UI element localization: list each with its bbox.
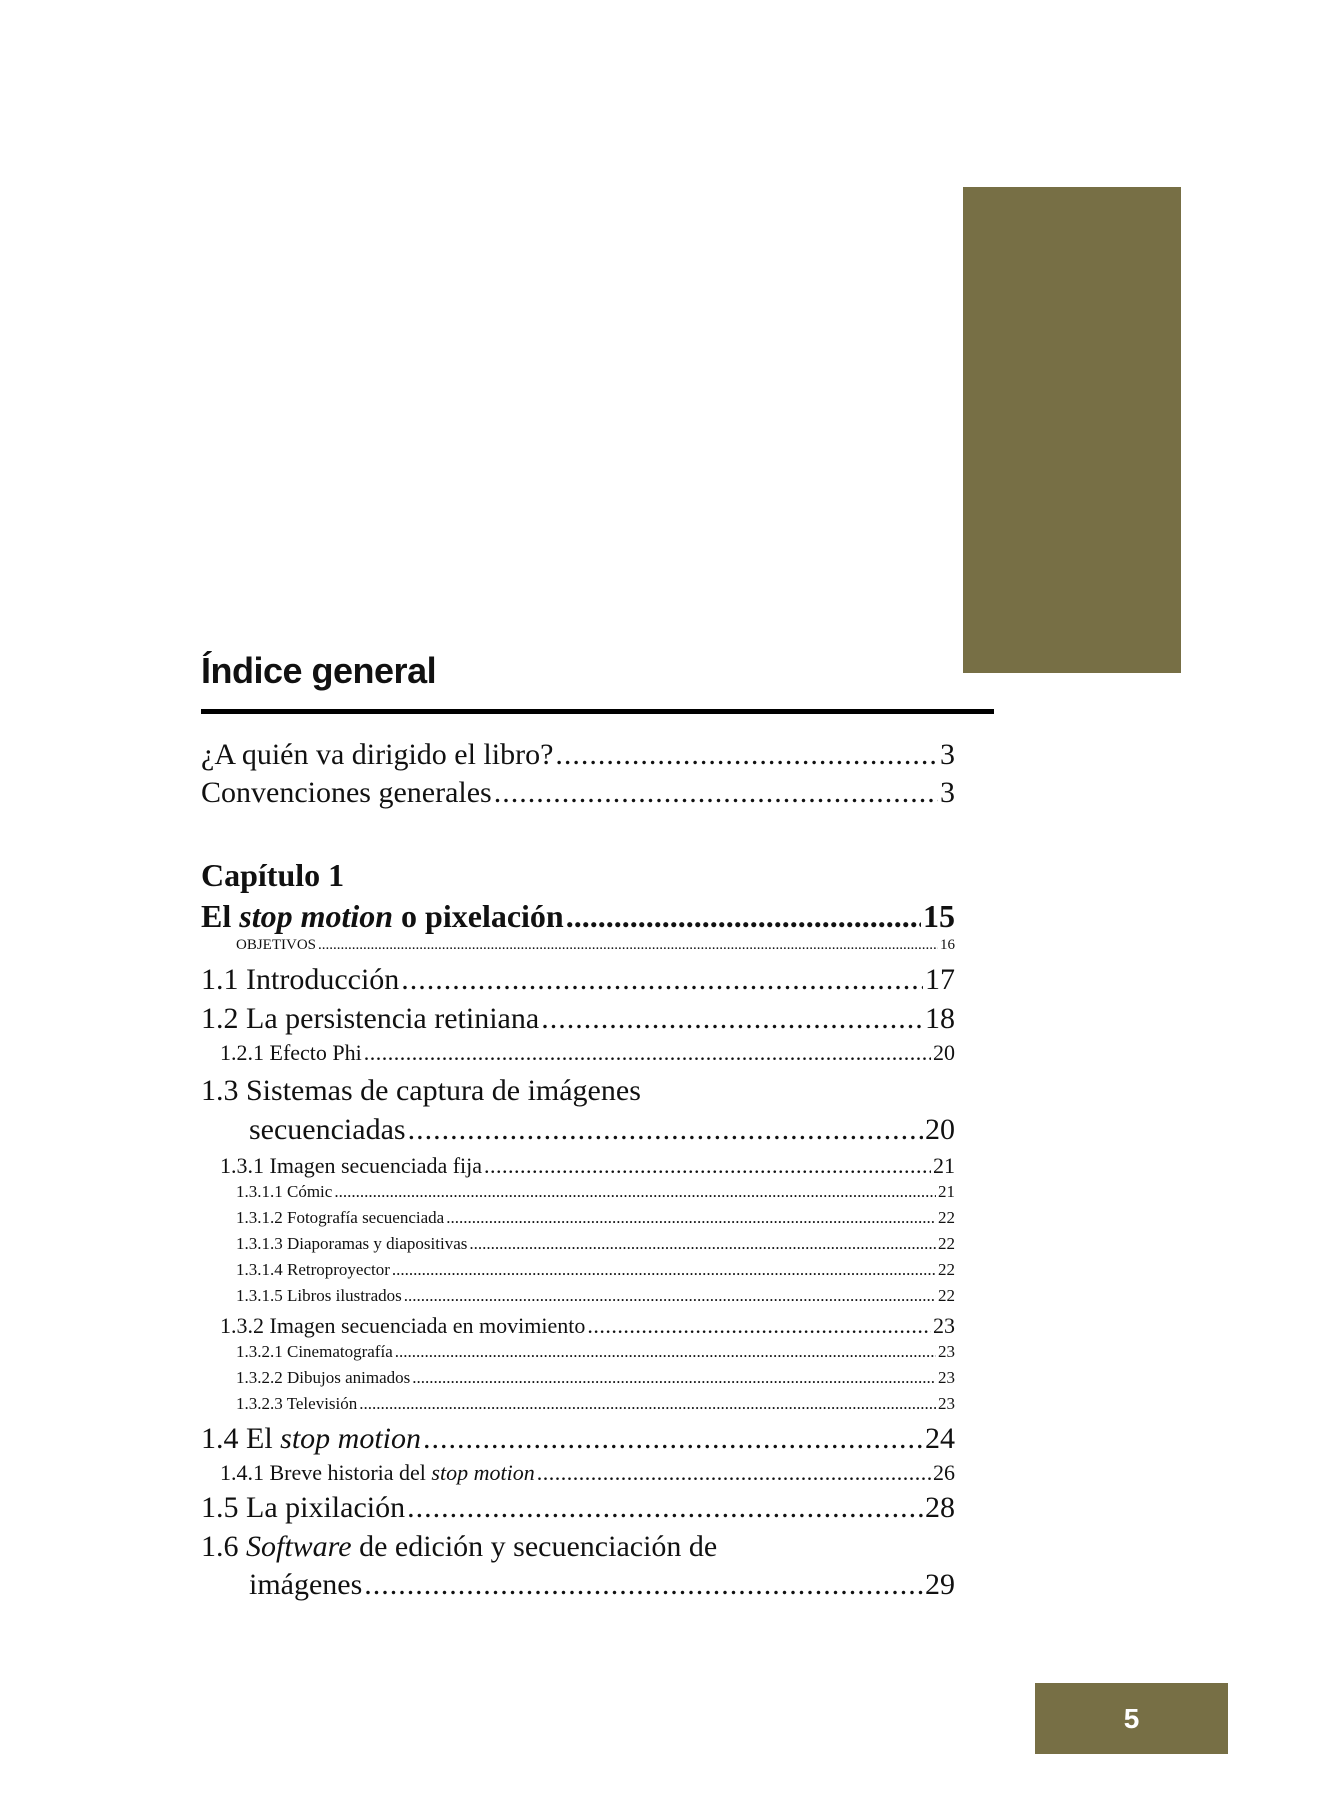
toc-entry-title: 1.1 Introducción bbox=[201, 963, 400, 996]
dot-leader bbox=[359, 1394, 936, 1414]
dot-leader bbox=[541, 1002, 923, 1036]
dot-leader bbox=[555, 738, 938, 772]
toc-entry-1-2-1[interactable] bbox=[220, 1040, 955, 1066]
toc-entry-page: 16 bbox=[940, 937, 955, 953]
page-title: Índice general bbox=[201, 650, 437, 691]
toc-entry-1-3-1-5[interactable] bbox=[236, 1286, 955, 1306]
dot-leader bbox=[404, 1286, 936, 1306]
toc-entry-title: 1.3.1.2 Fotografía secuenciada bbox=[236, 1208, 445, 1227]
toc-entry-title: 1.3.2.1 Cinematografía bbox=[236, 1342, 393, 1361]
dot-leader bbox=[566, 898, 921, 935]
toc-entry-page: 21 bbox=[933, 1153, 955, 1178]
toc-entry-page: 29 bbox=[925, 1568, 955, 1601]
toc-entry-page: 22 bbox=[938, 1260, 955, 1279]
toc-entry-1-3-1-2[interactable] bbox=[236, 1208, 955, 1228]
toc-entry-title: secuenciadas bbox=[249, 1113, 406, 1146]
toc-entry-1-3-1-4[interactable] bbox=[236, 1260, 955, 1280]
toc-entry-audience[interactable] bbox=[201, 738, 955, 772]
toc-entry-1-6-line1[interactable]: 1.6 Software de edición y secuenciación de bbox=[201, 1530, 718, 1563]
dot-leader bbox=[401, 963, 923, 997]
dot-leader bbox=[446, 1208, 936, 1228]
dot-leader bbox=[408, 1113, 923, 1147]
dot-leader bbox=[412, 1368, 936, 1388]
toc-entry-objetivos[interactable] bbox=[236, 937, 955, 954]
toc-entry-1-4[interactable] bbox=[201, 1422, 955, 1456]
toc-entry-page: 23 bbox=[938, 1394, 955, 1413]
toc-entry-title: 1.3.2 Imagen secuenciada en movimiento bbox=[220, 1313, 586, 1338]
toc-entry-title: 1.3.1.3 Diaporamas y diapositivas bbox=[236, 1234, 468, 1253]
toc-entry-1-3-1-1[interactable] bbox=[236, 1182, 955, 1202]
toc-entry-page: 17 bbox=[925, 963, 955, 996]
dot-leader bbox=[407, 1491, 923, 1525]
toc-entry-page: 26 bbox=[933, 1460, 955, 1485]
chapter-label: Capítulo 1 bbox=[201, 857, 345, 893]
toc-entry-page: 15 bbox=[923, 898, 955, 934]
page-number-box bbox=[1035, 1683, 1228, 1754]
dot-leader bbox=[587, 1313, 931, 1339]
dot-leader bbox=[318, 937, 938, 954]
toc-entry-page: 18 bbox=[925, 1002, 955, 1035]
toc-entry-page: 23 bbox=[938, 1368, 955, 1387]
toc-entry-page: 3 bbox=[940, 738, 955, 771]
dot-leader bbox=[395, 1342, 936, 1362]
toc-entry-1-3-2[interactable] bbox=[220, 1313, 955, 1339]
toc-entry-title: 1.3.2.3 Televisión bbox=[236, 1394, 358, 1413]
dot-leader bbox=[423, 1422, 923, 1456]
chapter-title: El stop motion o pixelación bbox=[201, 898, 564, 934]
dot-leader bbox=[537, 1460, 931, 1486]
toc-entry-page: 20 bbox=[933, 1040, 955, 1065]
toc-entry-page: 23 bbox=[933, 1313, 955, 1338]
dot-leader bbox=[392, 1260, 936, 1280]
toc-entry-title: Convenciones generales bbox=[201, 776, 492, 809]
toc-entry-1-2[interactable] bbox=[201, 1002, 955, 1036]
toc-entry-1-3-1-3[interactable] bbox=[236, 1234, 955, 1254]
toc-entry-title: 1.5 La pixilación bbox=[201, 1491, 406, 1524]
toc-entry-1-4-1[interactable] bbox=[220, 1460, 955, 1486]
page-number: 5 bbox=[1123, 1702, 1140, 1734]
toc-entry-title: 1.3.1.5 Libros ilustrados bbox=[236, 1286, 402, 1305]
dot-leader bbox=[484, 1153, 931, 1179]
dot-leader bbox=[364, 1568, 923, 1602]
toc-entry-title: 1.3.2.2 Dibujos animados bbox=[236, 1368, 411, 1387]
dot-leader bbox=[494, 776, 938, 810]
toc-entry-page: 3 bbox=[940, 776, 955, 809]
toc-entry-1-3[interactable] bbox=[249, 1113, 955, 1147]
toc-entry-title: 1.4 El stop motion bbox=[201, 1422, 422, 1455]
toc-entry-1-1[interactable] bbox=[201, 963, 955, 997]
toc-entry-title: 1.4.1 Breve historia del stop motion bbox=[220, 1460, 535, 1485]
toc-entry-title: ¿A quién va dirigido el libro? bbox=[201, 738, 554, 771]
toc-entry-page: 22 bbox=[938, 1286, 955, 1305]
toc-entry-1-3-2-1[interactable] bbox=[236, 1342, 955, 1362]
chapter-title-entry[interactable] bbox=[201, 898, 955, 935]
toc-entry-page: 23 bbox=[938, 1342, 955, 1361]
toc-entry-page: 22 bbox=[938, 1234, 955, 1253]
toc-entry-title: 1.3.1 Imagen secuenciada fija bbox=[220, 1153, 483, 1178]
toc-entry-1-3-2-3[interactable] bbox=[236, 1394, 955, 1414]
toc-entry-1-3-2-2[interactable] bbox=[236, 1368, 955, 1388]
toc-entry-title: 1.2 La persistencia retiniana bbox=[201, 1002, 540, 1035]
toc-entry-title: imágenes bbox=[249, 1568, 363, 1601]
toc-entry-title: 1.2.1 Efecto Phi bbox=[220, 1040, 362, 1065]
toc-entry-page: 20 bbox=[925, 1113, 955, 1146]
toc-entry-1-3-1[interactable] bbox=[220, 1153, 955, 1179]
toc-entry-1-6[interactable] bbox=[249, 1568, 955, 1602]
toc-entry-conventions[interactable] bbox=[201, 776, 955, 810]
toc-entry-1-3-line1[interactable]: 1.3 Sistemas de captura de imágenes bbox=[201, 1074, 641, 1107]
toc-entry-page: 28 bbox=[925, 1491, 955, 1524]
toc-entry-page: 24 bbox=[925, 1422, 955, 1455]
dot-leader bbox=[334, 1182, 936, 1202]
toc-entry-title: 1.3.1.4 Retroproyector bbox=[236, 1260, 390, 1279]
toc-entry-page: 21 bbox=[938, 1182, 955, 1201]
toc-entry-1-5[interactable] bbox=[201, 1491, 955, 1525]
dot-leader bbox=[364, 1040, 931, 1066]
dot-leader bbox=[469, 1234, 936, 1254]
toc-entry-title: 1.3.1.1 Cómic bbox=[236, 1182, 333, 1201]
toc-entry-title: OBJETIVOS bbox=[236, 937, 317, 953]
toc-entry-page: 22 bbox=[938, 1208, 955, 1227]
